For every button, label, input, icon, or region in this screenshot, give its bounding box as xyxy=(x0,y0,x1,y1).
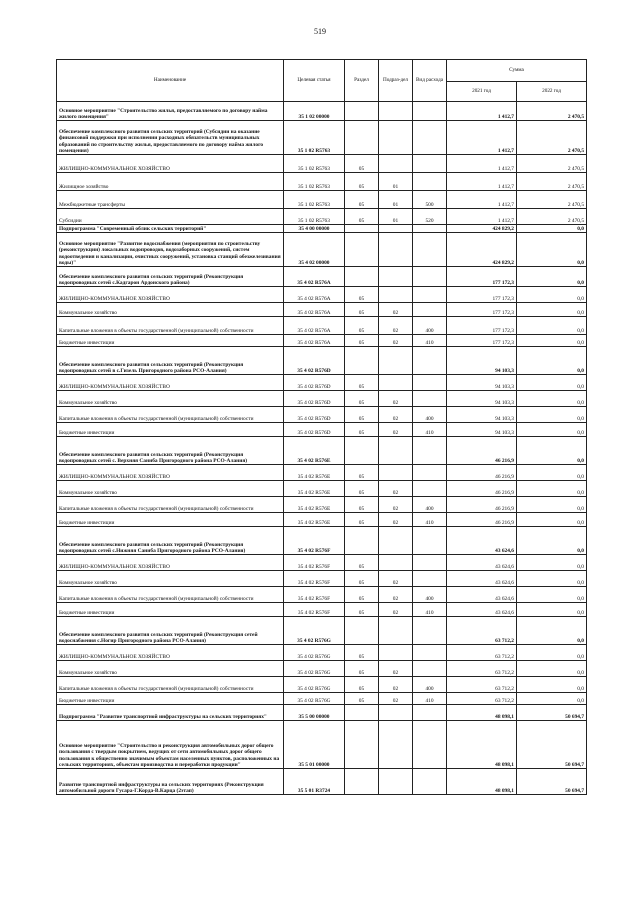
table-row xyxy=(57,769,587,795)
row-sum-2022: 0,0 xyxy=(517,693,587,705)
row-target-code: 35 4 02 R576G xyxy=(284,661,345,677)
table-row xyxy=(57,209,587,225)
row-target-code: 35 4 02 R576E xyxy=(284,481,345,497)
table-row xyxy=(57,407,587,423)
row-section xyxy=(345,705,379,721)
row-name: Бюджетные инвестиции xyxy=(57,693,284,705)
row-subsection xyxy=(379,121,413,155)
row-expense-kind xyxy=(413,465,447,481)
row-name: Коммунальное хозяйство xyxy=(57,303,284,317)
row-sum-2021: 63 712,2 xyxy=(447,661,517,677)
table-row xyxy=(57,437,587,465)
row-sum-2022: 0,0 xyxy=(517,303,587,317)
row-subsection xyxy=(379,705,413,721)
row-sum-2021: 94 103,3 xyxy=(447,347,517,375)
table-row xyxy=(57,423,587,437)
row-expense-kind xyxy=(413,617,447,645)
row-name: Развитие транспортной инфраструктуры на сельских территориях (Реконструкция автомобильной дороги Гусара-Г.Корда-В.Карца (2этап) xyxy=(57,769,284,795)
table-row xyxy=(57,603,587,617)
row-target-code: 35 4 02 R576A xyxy=(284,267,345,287)
row-name: Межбюджетные трансферты xyxy=(57,191,284,209)
row-name: Коммунальное хозяйство xyxy=(57,661,284,677)
row-target-code: 35 4 02 R576E xyxy=(284,465,345,481)
row-subsection xyxy=(379,555,413,571)
table-row xyxy=(57,347,587,375)
row-sum-2022: 2 470,5 xyxy=(517,173,587,191)
row-subsection: 01 xyxy=(379,173,413,191)
row-sum-2021: 48 098,1 xyxy=(447,705,517,721)
row-sum-2021: 1 412,7 xyxy=(447,121,517,155)
row-sum-2021: 63 712,2 xyxy=(447,617,517,645)
row-subsection xyxy=(379,645,413,661)
row-section: 05 xyxy=(345,303,379,317)
row-section xyxy=(345,617,379,645)
table-row xyxy=(57,555,587,571)
row-target-code: 35 1 02 R5763 xyxy=(284,209,345,225)
row-name: Бюджетные инвестиции xyxy=(57,513,284,527)
table-row xyxy=(57,587,587,603)
row-target-code: 35 5 01 00000 xyxy=(284,721,345,769)
row-section: 05 xyxy=(345,155,379,173)
row-target-code: 35 4 02 R576A xyxy=(284,303,345,317)
row-subsection: 02 xyxy=(379,481,413,497)
row-name: Обеспечение комплексного развития сельских территорий (Субсидии на оказание финансовой поддержки при исполнении расходных обязательств муниципальных образований по строительству жилья, предоставляемого по договору найма жилого помещения) xyxy=(57,121,284,155)
row-sum-2022: 0,0 xyxy=(517,603,587,617)
row-sum-2021: 177 172,3 xyxy=(447,303,517,317)
row-target-code: 35 1 02 R5763 xyxy=(284,155,345,173)
row-sum-2022: 0,0 xyxy=(517,317,587,335)
row-subsection xyxy=(379,375,413,391)
row-name: Капитальные вложения в объекты государственной (муниципальной) собственности xyxy=(57,407,284,423)
row-expense-kind xyxy=(413,721,447,769)
row-sum-2021: 94 103,3 xyxy=(447,375,517,391)
row-expense-kind xyxy=(413,705,447,721)
row-expense-kind xyxy=(413,267,447,287)
row-sum-2021: 46 216,9 xyxy=(447,465,517,481)
row-subsection: 02 xyxy=(379,423,413,437)
row-target-code: 35 4 02 R576E xyxy=(284,497,345,513)
row-sum-2022: 0,0 xyxy=(517,555,587,571)
row-target-code: 35 4 02 R576F xyxy=(284,587,345,603)
table-row xyxy=(57,497,587,513)
row-target-code: 35 4 02 R576D xyxy=(284,375,345,391)
row-target-code: 35 1 02 R5763 xyxy=(284,173,345,191)
row-subsection: 02 xyxy=(379,587,413,603)
row-sum-2022: 0,0 xyxy=(517,645,587,661)
row-name: Капитальные вложения в объекты государственной (муниципальной) собственности xyxy=(57,497,284,513)
row-section xyxy=(345,347,379,375)
row-expense-kind xyxy=(413,121,447,155)
row-name: Обеспечение комплексного развития сельских территорий (Реконструкция водопроводных сетей с.Нижняя Саниба Пригородного района РСО-Алания) xyxy=(57,527,284,555)
row-expense-kind xyxy=(413,555,447,571)
row-name: ЖИЛИЩНО-КОММУНАЛЬНОЕ ХОЗЯЙСТВО xyxy=(57,555,284,571)
table-row xyxy=(57,513,587,527)
header-kind: Вид расхода xyxy=(413,60,447,102)
row-name: Основное мероприятие "Строительство жилья, предоставляемого по договору найма жилого помещения" xyxy=(57,102,284,121)
row-section: 05 xyxy=(345,661,379,677)
row-subsection: 02 xyxy=(379,303,413,317)
row-expense-kind xyxy=(413,481,447,497)
row-name: Субсидии xyxy=(57,209,284,225)
row-sum-2021: 177 172,3 xyxy=(447,317,517,335)
header-section: Раздел xyxy=(345,60,379,102)
row-name: Подпрограмма "Современный облик сельских территорий" xyxy=(57,225,284,233)
row-name: ЖИЛИЩНО-КОММУНАЛЬНОЕ ХОЗЯЙСТВО xyxy=(57,645,284,661)
row-sum-2022: 2 470,5 xyxy=(517,102,587,121)
row-target-code: 35 4 02 R576F xyxy=(284,571,345,587)
row-section: 05 xyxy=(345,587,379,603)
row-target-code: 35 5 01 R3724 xyxy=(284,769,345,795)
row-sum-2021: 43 624,6 xyxy=(447,571,517,587)
row-expense-kind: 400 xyxy=(413,587,447,603)
row-target-code: 35 5 00 00000 xyxy=(284,705,345,721)
row-section xyxy=(345,769,379,795)
row-sum-2022: 0,0 xyxy=(517,225,587,233)
row-sum-2022: 0,0 xyxy=(517,347,587,375)
row-section: 05 xyxy=(345,497,379,513)
row-sum-2022: 0,0 xyxy=(517,571,587,587)
row-section: 05 xyxy=(345,645,379,661)
row-sum-2022: 0,0 xyxy=(517,513,587,527)
row-expense-kind: 400 xyxy=(413,677,447,693)
row-name: Основное мероприятие "Строительство и реконструкция автомобильных дорог общего пользования с твердым покрытием, ведущих от сети автомобильных дорог общего пользования к общественно значимым объектам населенных пунктов, расположенных на сельских территориях, объектам производства и переработки продукции" xyxy=(57,721,284,769)
row-section: 05 xyxy=(345,603,379,617)
table-row xyxy=(57,391,587,407)
row-target-code: 35 4 02 R576E xyxy=(284,513,345,527)
header-year-2021: 2021 год xyxy=(447,82,517,102)
row-sum-2022: 0,0 xyxy=(517,527,587,555)
header-year-2022: 2022 год xyxy=(517,82,587,102)
row-expense-kind xyxy=(413,102,447,121)
row-target-code: 35 4 02 R576G xyxy=(284,617,345,645)
row-sum-2021: 43 624,6 xyxy=(447,527,517,555)
row-section xyxy=(345,267,379,287)
row-sum-2022: 0,0 xyxy=(517,375,587,391)
row-subsection xyxy=(379,347,413,375)
row-section: 05 xyxy=(345,481,379,497)
row-section xyxy=(345,233,379,267)
row-section: 05 xyxy=(345,513,379,527)
row-target-code: 35 4 02 R576D xyxy=(284,407,345,423)
row-subsection xyxy=(379,267,413,287)
table-row xyxy=(57,303,587,317)
row-name: Бюджетные инвестиции xyxy=(57,335,284,347)
row-subsection: 01 xyxy=(379,191,413,209)
row-sum-2021: 1 412,7 xyxy=(447,191,517,209)
row-target-code: 35 4 02 R576D xyxy=(284,391,345,407)
row-name: Бюджетные инвестиции xyxy=(57,423,284,437)
row-sum-2022: 0,0 xyxy=(517,661,587,677)
table-row xyxy=(57,571,587,587)
row-section: 05 xyxy=(345,287,379,303)
row-section: 05 xyxy=(345,209,379,225)
row-expense-kind: 400 xyxy=(413,317,447,335)
row-target-code: 35 4 02 R576A xyxy=(284,335,345,347)
table-row xyxy=(57,173,587,191)
row-sum-2021: 48 098,1 xyxy=(447,769,517,795)
row-expense-kind xyxy=(413,347,447,375)
row-subsection: 02 xyxy=(379,513,413,527)
table-row xyxy=(57,375,587,391)
row-sum-2022: 0,0 xyxy=(517,391,587,407)
row-subsection: 02 xyxy=(379,677,413,693)
row-subsection xyxy=(379,225,413,233)
row-expense-kind xyxy=(413,233,447,267)
row-subsection: 02 xyxy=(379,497,413,513)
row-sum-2022: 0,0 xyxy=(517,437,587,465)
row-expense-kind xyxy=(413,173,447,191)
row-subsection xyxy=(379,617,413,645)
row-sum-2021: 177 172,3 xyxy=(447,335,517,347)
table-row xyxy=(57,233,587,267)
row-sum-2022: 2 470,5 xyxy=(517,209,587,225)
row-target-code: 35 1 02 00000 xyxy=(284,102,345,121)
row-sum-2021: 63 712,2 xyxy=(447,677,517,693)
row-sum-2021: 43 624,6 xyxy=(447,555,517,571)
row-subsection: 02 xyxy=(379,603,413,617)
row-expense-kind xyxy=(413,527,447,555)
row-sum-2022: 0,0 xyxy=(517,465,587,481)
row-target-code: 35 4 02 R576G xyxy=(284,677,345,693)
row-sum-2021: 46 216,9 xyxy=(447,437,517,465)
row-expense-kind xyxy=(413,287,447,303)
row-target-code: 35 4 02 R576D xyxy=(284,423,345,437)
row-sum-2021: 48 098,1 xyxy=(447,721,517,769)
row-sum-2021: 63 712,2 xyxy=(447,693,517,705)
table-row xyxy=(57,191,587,209)
row-sum-2022: 2 470,5 xyxy=(517,191,587,209)
row-sum-2022: 0,0 xyxy=(517,267,587,287)
row-sum-2021: 1 412,7 xyxy=(447,209,517,225)
row-sum-2022: 0,0 xyxy=(517,407,587,423)
row-expense-kind: 410 xyxy=(413,603,447,617)
row-target-code: 35 4 02 R576E xyxy=(284,437,345,465)
row-expense-kind xyxy=(413,645,447,661)
row-section: 05 xyxy=(345,173,379,191)
row-sum-2021: 94 103,3 xyxy=(447,423,517,437)
row-subsection: 02 xyxy=(379,571,413,587)
row-expense-kind xyxy=(413,661,447,677)
row-name: Подпрограмма "Развитие транспортной инфраструктуры на сельских территориях" xyxy=(57,705,284,721)
row-target-code: 35 1 02 R5763 xyxy=(284,121,345,155)
row-subsection xyxy=(379,155,413,173)
row-name: Капитальные вложения в объекты государственной (муниципальной) собственности xyxy=(57,587,284,603)
row-subsection xyxy=(379,233,413,267)
row-target-code: 35 4 02 R576F xyxy=(284,603,345,617)
row-subsection: 02 xyxy=(379,391,413,407)
table-row xyxy=(57,317,587,335)
row-section: 05 xyxy=(345,317,379,335)
row-section: 05 xyxy=(345,423,379,437)
row-expense-kind: 400 xyxy=(413,407,447,423)
row-section: 05 xyxy=(345,693,379,705)
row-expense-kind: 400 xyxy=(413,497,447,513)
row-expense-kind: 410 xyxy=(413,335,447,347)
row-sum-2022: 50 694,7 xyxy=(517,769,587,795)
row-subsection: 02 xyxy=(379,335,413,347)
table-row xyxy=(57,527,587,555)
row-target-code: 35 4 02 00000 xyxy=(284,233,345,267)
table-row xyxy=(57,225,587,233)
row-sum-2021: 46 216,9 xyxy=(447,497,517,513)
row-target-code: 35 1 02 R5763 xyxy=(284,191,345,209)
row-name: Обеспечение комплексного развития сельских территорий (Реконструкция водопроводных сетей с. Верхняя Саниба Пригородного района РСО-Алания) xyxy=(57,437,284,465)
table-row xyxy=(57,481,587,497)
row-name: Капитальные вложения в объекты государственной (муниципальной) собственности xyxy=(57,677,284,693)
table-row xyxy=(57,617,587,645)
table-row xyxy=(57,705,587,721)
row-expense-kind: 520 xyxy=(413,209,447,225)
row-sum-2021: 43 624,6 xyxy=(447,603,517,617)
table-row xyxy=(57,721,587,769)
row-target-code: 35 4 00 00000 xyxy=(284,225,345,233)
table-row xyxy=(57,645,587,661)
row-sum-2021: 424 829,2 xyxy=(447,225,517,233)
header-name: Наименование xyxy=(57,60,284,102)
row-subsection xyxy=(379,769,413,795)
row-subsection xyxy=(379,721,413,769)
row-section xyxy=(345,102,379,121)
row-subsection xyxy=(379,102,413,121)
table-row xyxy=(57,267,587,287)
row-section: 05 xyxy=(345,391,379,407)
row-expense-kind xyxy=(413,437,447,465)
row-name: Капитальные вложения в объекты государственной (муниципальной) собственности xyxy=(57,317,284,335)
table-row xyxy=(57,335,587,347)
table-row xyxy=(57,693,587,705)
row-sum-2021: 177 172,3 xyxy=(447,267,517,287)
row-subsection: 01 xyxy=(379,209,413,225)
row-sum-2021: 424 829,2 xyxy=(447,233,517,267)
row-section: 05 xyxy=(345,677,379,693)
row-target-code: 35 4 02 R576G xyxy=(284,693,345,705)
row-name: ЖИЛИЩНО-КОММУНАЛЬНОЕ ХОЗЯЙСТВО xyxy=(57,375,284,391)
table-row xyxy=(57,102,587,121)
table-row xyxy=(57,287,587,303)
row-sum-2022: 0,0 xyxy=(517,497,587,513)
row-target-code: 35 4 02 R576F xyxy=(284,555,345,571)
row-name: Обеспечение комплексного развития сельских территорий (Реконструкция водопроводных сетей в с.Гизель Пригородного района РСО-Алания) xyxy=(57,347,284,375)
row-name: Коммунальное хозяйство xyxy=(57,391,284,407)
row-sum-2021: 1 412,7 xyxy=(447,173,517,191)
table-row xyxy=(57,155,587,173)
row-section xyxy=(345,721,379,769)
row-section: 05 xyxy=(345,571,379,587)
row-sum-2022: 0,0 xyxy=(517,287,587,303)
row-section: 05 xyxy=(345,407,379,423)
row-target-code: 35 4 02 R576D xyxy=(284,347,345,375)
row-sum-2021: 63 712,2 xyxy=(447,645,517,661)
row-section: 05 xyxy=(345,555,379,571)
row-sum-2022: 0,0 xyxy=(517,481,587,497)
header-code: Целевая статья xyxy=(284,60,345,102)
row-sum-2021: 177 172,3 xyxy=(447,287,517,303)
row-sum-2021: 46 216,9 xyxy=(447,513,517,527)
row-target-code: 35 4 02 R576G xyxy=(284,645,345,661)
row-sum-2021: 94 103,3 xyxy=(447,391,517,407)
row-sum-2022: 2 470,5 xyxy=(517,155,587,173)
row-sum-2022: 50 694,7 xyxy=(517,705,587,721)
row-expense-kind xyxy=(413,225,447,233)
row-subsection xyxy=(379,527,413,555)
row-subsection: 02 xyxy=(379,317,413,335)
row-name: Основное мероприятие "Развитие водоснабжения (мероприятия по строительству (реконструкции) локальных водопроводов, водозаборных сооружений, систем водоотведения и канализации, очистных сооружений, установка станций обезжелезивания воды)" xyxy=(57,233,284,267)
row-subsection xyxy=(379,287,413,303)
row-sum-2022: 0,0 xyxy=(517,587,587,603)
row-subsection xyxy=(379,437,413,465)
row-name: Бюджетные инвестиции xyxy=(57,603,284,617)
row-section xyxy=(345,527,379,555)
row-target-code: 35 4 02 R576A xyxy=(284,287,345,303)
row-sum-2022: 2 470,5 xyxy=(517,121,587,155)
row-expense-kind: 410 xyxy=(413,513,447,527)
row-sum-2021: 1 412,7 xyxy=(447,155,517,173)
row-sum-2021: 1 412,7 xyxy=(447,102,517,121)
row-expense-kind xyxy=(413,391,447,407)
row-section: 05 xyxy=(345,375,379,391)
row-sum-2021: 94 103,3 xyxy=(447,407,517,423)
row-expense-kind: 500 xyxy=(413,191,447,209)
row-name: ЖИЛИЩНО-КОММУНАЛЬНОЕ ХОЗЯЙСТВО xyxy=(57,287,284,303)
row-sum-2022: 0,0 xyxy=(517,677,587,693)
row-subsection: 02 xyxy=(379,661,413,677)
row-sum-2022: 50 694,7 xyxy=(517,721,587,769)
row-sum-2021: 46 216,9 xyxy=(447,481,517,497)
row-expense-kind xyxy=(413,769,447,795)
header-subsection: Подраз-дел xyxy=(379,60,413,102)
table-row xyxy=(57,661,587,677)
row-name: Обеспечение комплексного развития сельских территорий (Реконструкция сетей водоснабжения с.Ногир Пригородного района РСО-Алания) xyxy=(57,617,284,645)
row-expense-kind xyxy=(413,571,447,587)
row-section: 05 xyxy=(345,465,379,481)
row-expense-kind xyxy=(413,303,447,317)
row-subsection: 02 xyxy=(379,693,413,705)
row-section: 05 xyxy=(345,191,379,209)
row-sum-2022: 0,0 xyxy=(517,423,587,437)
row-name: Коммунальное хозяйство xyxy=(57,571,284,587)
row-target-code: 35 4 02 R576F xyxy=(284,527,345,555)
row-expense-kind xyxy=(413,375,447,391)
table-body xyxy=(57,102,587,795)
row-subsection: 02 xyxy=(379,407,413,423)
row-subsection xyxy=(379,465,413,481)
row-section xyxy=(345,437,379,465)
row-sum-2022: 0,0 xyxy=(517,617,587,645)
row-name: Обеспечение комплексного развития сельских территорий (Реконструкция водопроводных сетей с.Кадгарон Ардонского района) xyxy=(57,267,284,287)
row-name: ЖИЛИЩНО-КОММУНАЛЬНОЕ ХОЗЯЙСТВО xyxy=(57,465,284,481)
row-section xyxy=(345,225,379,233)
budget-table xyxy=(56,59,587,795)
row-name: ЖИЛИЩНО-КОММУНАЛЬНОЕ ХОЗЯЙСТВО xyxy=(57,155,284,173)
row-section: 05 xyxy=(345,335,379,347)
header-sum: Сумма xyxy=(447,60,587,82)
row-sum-2021: 43 624,6 xyxy=(447,587,517,603)
row-name: Жилищное хозяйство xyxy=(57,173,284,191)
table-row xyxy=(57,677,587,693)
row-name: Коммунальное хозяйство xyxy=(57,481,284,497)
row-target-code: 35 4 02 R576A xyxy=(284,317,345,335)
page-number: 519 xyxy=(314,27,326,36)
row-sum-2022: 0,0 xyxy=(517,335,587,347)
row-expense-kind: 410 xyxy=(413,423,447,437)
row-expense-kind xyxy=(413,155,447,173)
row-sum-2022: 0,0 xyxy=(517,233,587,267)
row-section xyxy=(345,121,379,155)
row-expense-kind: 410 xyxy=(413,693,447,705)
table-row xyxy=(57,465,587,481)
table-row xyxy=(57,121,587,155)
